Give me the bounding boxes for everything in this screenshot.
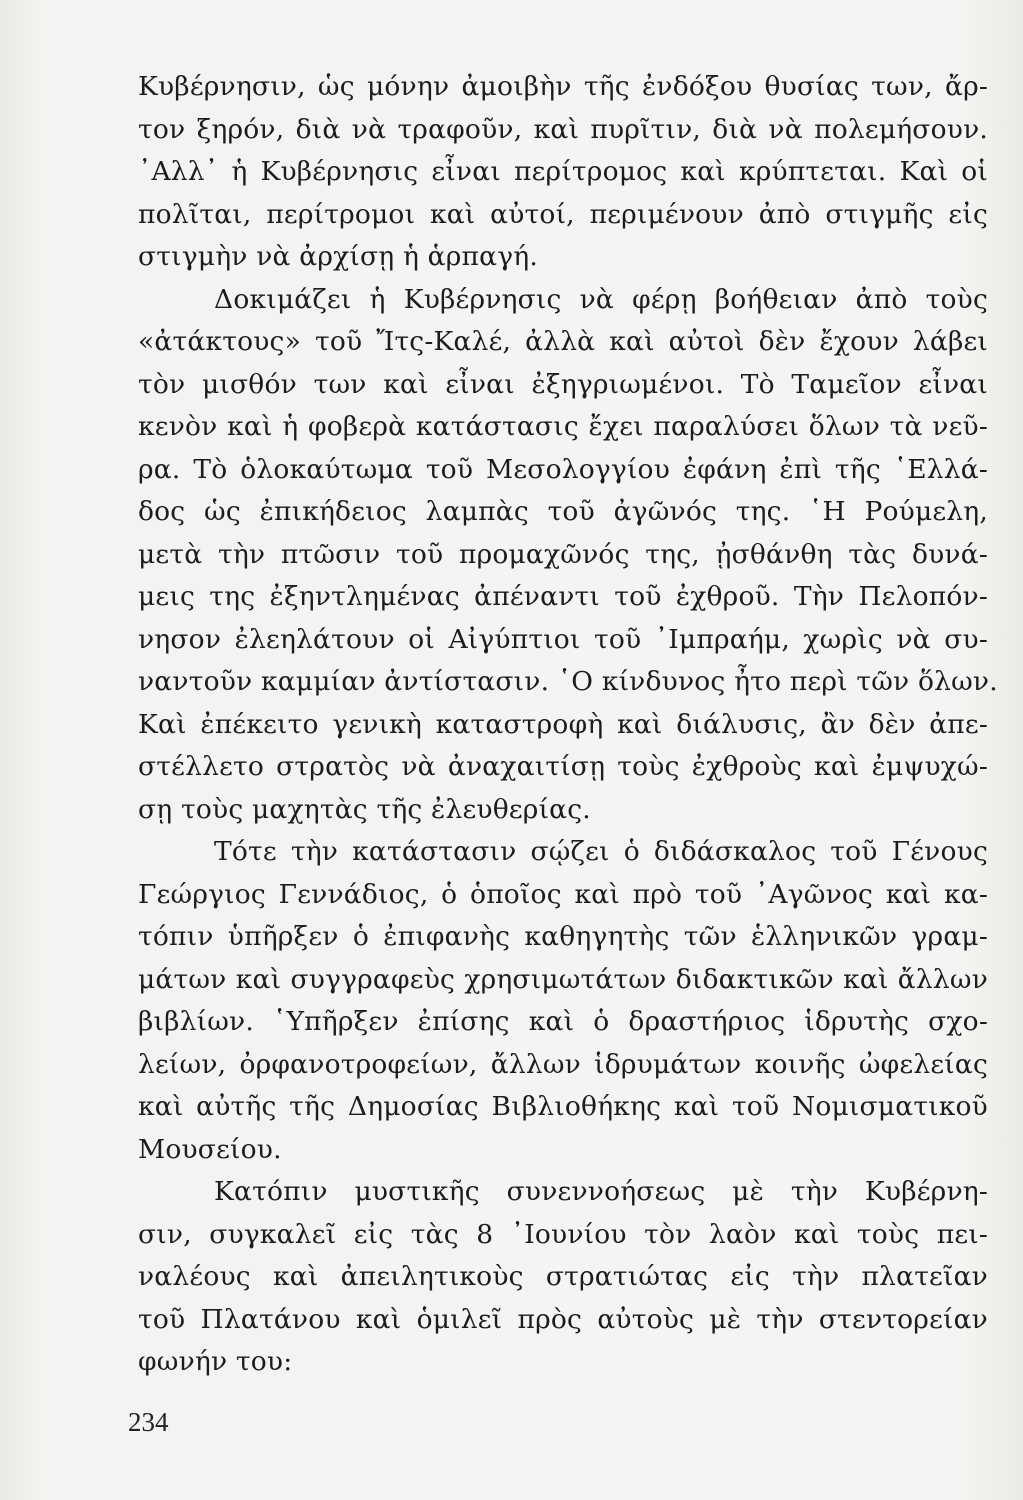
text-line: τὸν μισθόν των καὶ εἶναι ἐξηγριωμένοι. Τὸ Ταμεῖον εἶναι: [138, 368, 988, 400]
paragraph: [138, 831, 988, 1171]
text-line: μάτων καὶ συγγραφεὺς χρησιμωτάτων διδακτικῶν καὶ ἄλλων: [138, 963, 988, 995]
text-line: τον ξηρόν, διὰ νὰ τραφοῦν, καὶ πυρῖτιν, διὰ νὰ πολεμήσουν.: [138, 113, 988, 145]
text-line: σῃ τοὺς μαχητὰς τῆς ἐλευθερίας.: [138, 793, 591, 825]
text-line: σιν, συγκαλεῖ εἰς τὰς 8 ᾿Ιουνίου τὸν λαὸν καὶ τοὺς πει-: [138, 1218, 988, 1250]
text-line: καὶ αὐτῆς τῆς Δημοσίας Βιβλιοθήκης καὶ τοῦ Νομισματικοῦ: [138, 1091, 988, 1122]
text-line: κενὸν καὶ ἡ φοβερὰ κατάστασις ἔχει παραλύσει ὅλων τὰ νεῦ-: [138, 411, 988, 442]
text-line: ναλέους καὶ ἀπειλητικοὺς στρατιώτας εἰς τὴν πλατεῖαν: [138, 1261, 988, 1292]
text-line: τοῦ Πλατάνου καὶ ὁμιλεῖ πρὸς αὐτοὺς μὲ τὴν στεντορείαν: [138, 1303, 988, 1335]
text-line: δος ὡς ἐπικήδειος λαμπὰς τοῦ ἀγῶνός της. ῾Η Ρούμελη,: [138, 496, 988, 527]
paragraph: [138, 279, 998, 832]
text-line: Καὶ ἐπέκειτο γενικὴ καταστροφὴ καὶ διάλυσις, ἂν δὲν ἀπε-: [138, 708, 988, 740]
text-line: μεις της ἐξηντλημένας ἀπέναντι τοῦ ἐχθροῦ. Τὴν Πελοπόν-: [138, 581, 988, 612]
text-line: πολῖται, περίτρομοι καὶ αὐτοί, περιμένουν ἀπὸ στιγμῆς εἰς: [138, 198, 988, 230]
text-line: φωνήν του:: [138, 1346, 293, 1377]
text-line: ναντοῦν καμμίαν ἀντίστασιν. ῾Ο κίνδυνος ἦτο περὶ τῶν ὅλων.: [138, 666, 998, 697]
text-line: νησον ἐλεηλάτουν οἱ Αἰγύπτιοι τοῦ ᾿Ιμπραήμ, χωρὶς νὰ συ-: [138, 623, 988, 655]
text-line: λείων, ὀρφανοτροφείων, ἄλλων ἱδρυμάτων κοινῆς ὠφελείας: [138, 1048, 988, 1080]
text-line: στιγμὴν νὰ ἀρχίσῃ ἡ ἁρπαγή.: [138, 241, 538, 272]
text-line: βιβλίων. ῾Υπῆρξεν ἐπίσης καὶ ὁ δραστήριος ἱδρυτὴς σχο-: [138, 1006, 988, 1037]
text-line: Μουσείου.: [138, 1133, 282, 1165]
text-line: ρα. Τὸ ὁλοκαύτωμα τοῦ Μεσολογγίου ἐφάνη ἐπὶ τῆς ῾Ελλά-: [138, 453, 988, 485]
text-line: Γεώργιος Γεννάδιος, ὁ ὁποῖος καὶ πρὸ τοῦ ᾿Αγῶνος καὶ κα-: [138, 878, 988, 910]
text-line: Κυβέρνησιν, ὡς μόνην ἀμοιβὴν τῆς ἐνδόξου θυσίας των, ἄρ-: [138, 71, 988, 102]
text-line: Κατόπιν μυστικῆς συνεννοήσεως μὲ τὴν Κυβέρνη-: [214, 1176, 988, 1207]
text-line: Δοκιμάζει ἡ Κυβέρνησις νὰ φέρῃ βοήθειαν ἀπὸ τοὺς: [214, 283, 988, 315]
paragraph: [138, 1171, 988, 1384]
text-line: στέλλετο στρατὸς νὰ ἀναχαιτίσῃ τοὺς ἐχθροὺς καὶ ἐμψυχώ-: [138, 751, 988, 782]
text-line: τόπιν ὑπῆρξεν ὁ ἐπιφανὴς καθηγητὴς τῶν ἑλληνικῶν γραμ-: [138, 921, 988, 952]
text-line: Τότε τὴν κατάστασιν σῴζει ὁ διδάσκαλος τοῦ Γένους: [214, 836, 988, 867]
text-line: «ἀτάκτους» τοῦ Ἴτς-Καλέ, ἀλλὰ καὶ αὐτοὶ δὲν ἔχουν λάβει: [138, 326, 988, 357]
text-line: ᾿Αλλ᾿ ἡ Κυβέρνησις εἶναι περίτρομος καὶ κρύπτεται. Καὶ οἱ: [138, 156, 988, 187]
body-text: [138, 66, 998, 1384]
text-line: μετὰ τὴν πτῶσιν τοῦ προμαχῶνός της, ᾐσθάνθη τὰς δυνά-: [138, 538, 988, 570]
page-number: 234: [128, 1407, 169, 1437]
paragraph: [138, 66, 988, 279]
